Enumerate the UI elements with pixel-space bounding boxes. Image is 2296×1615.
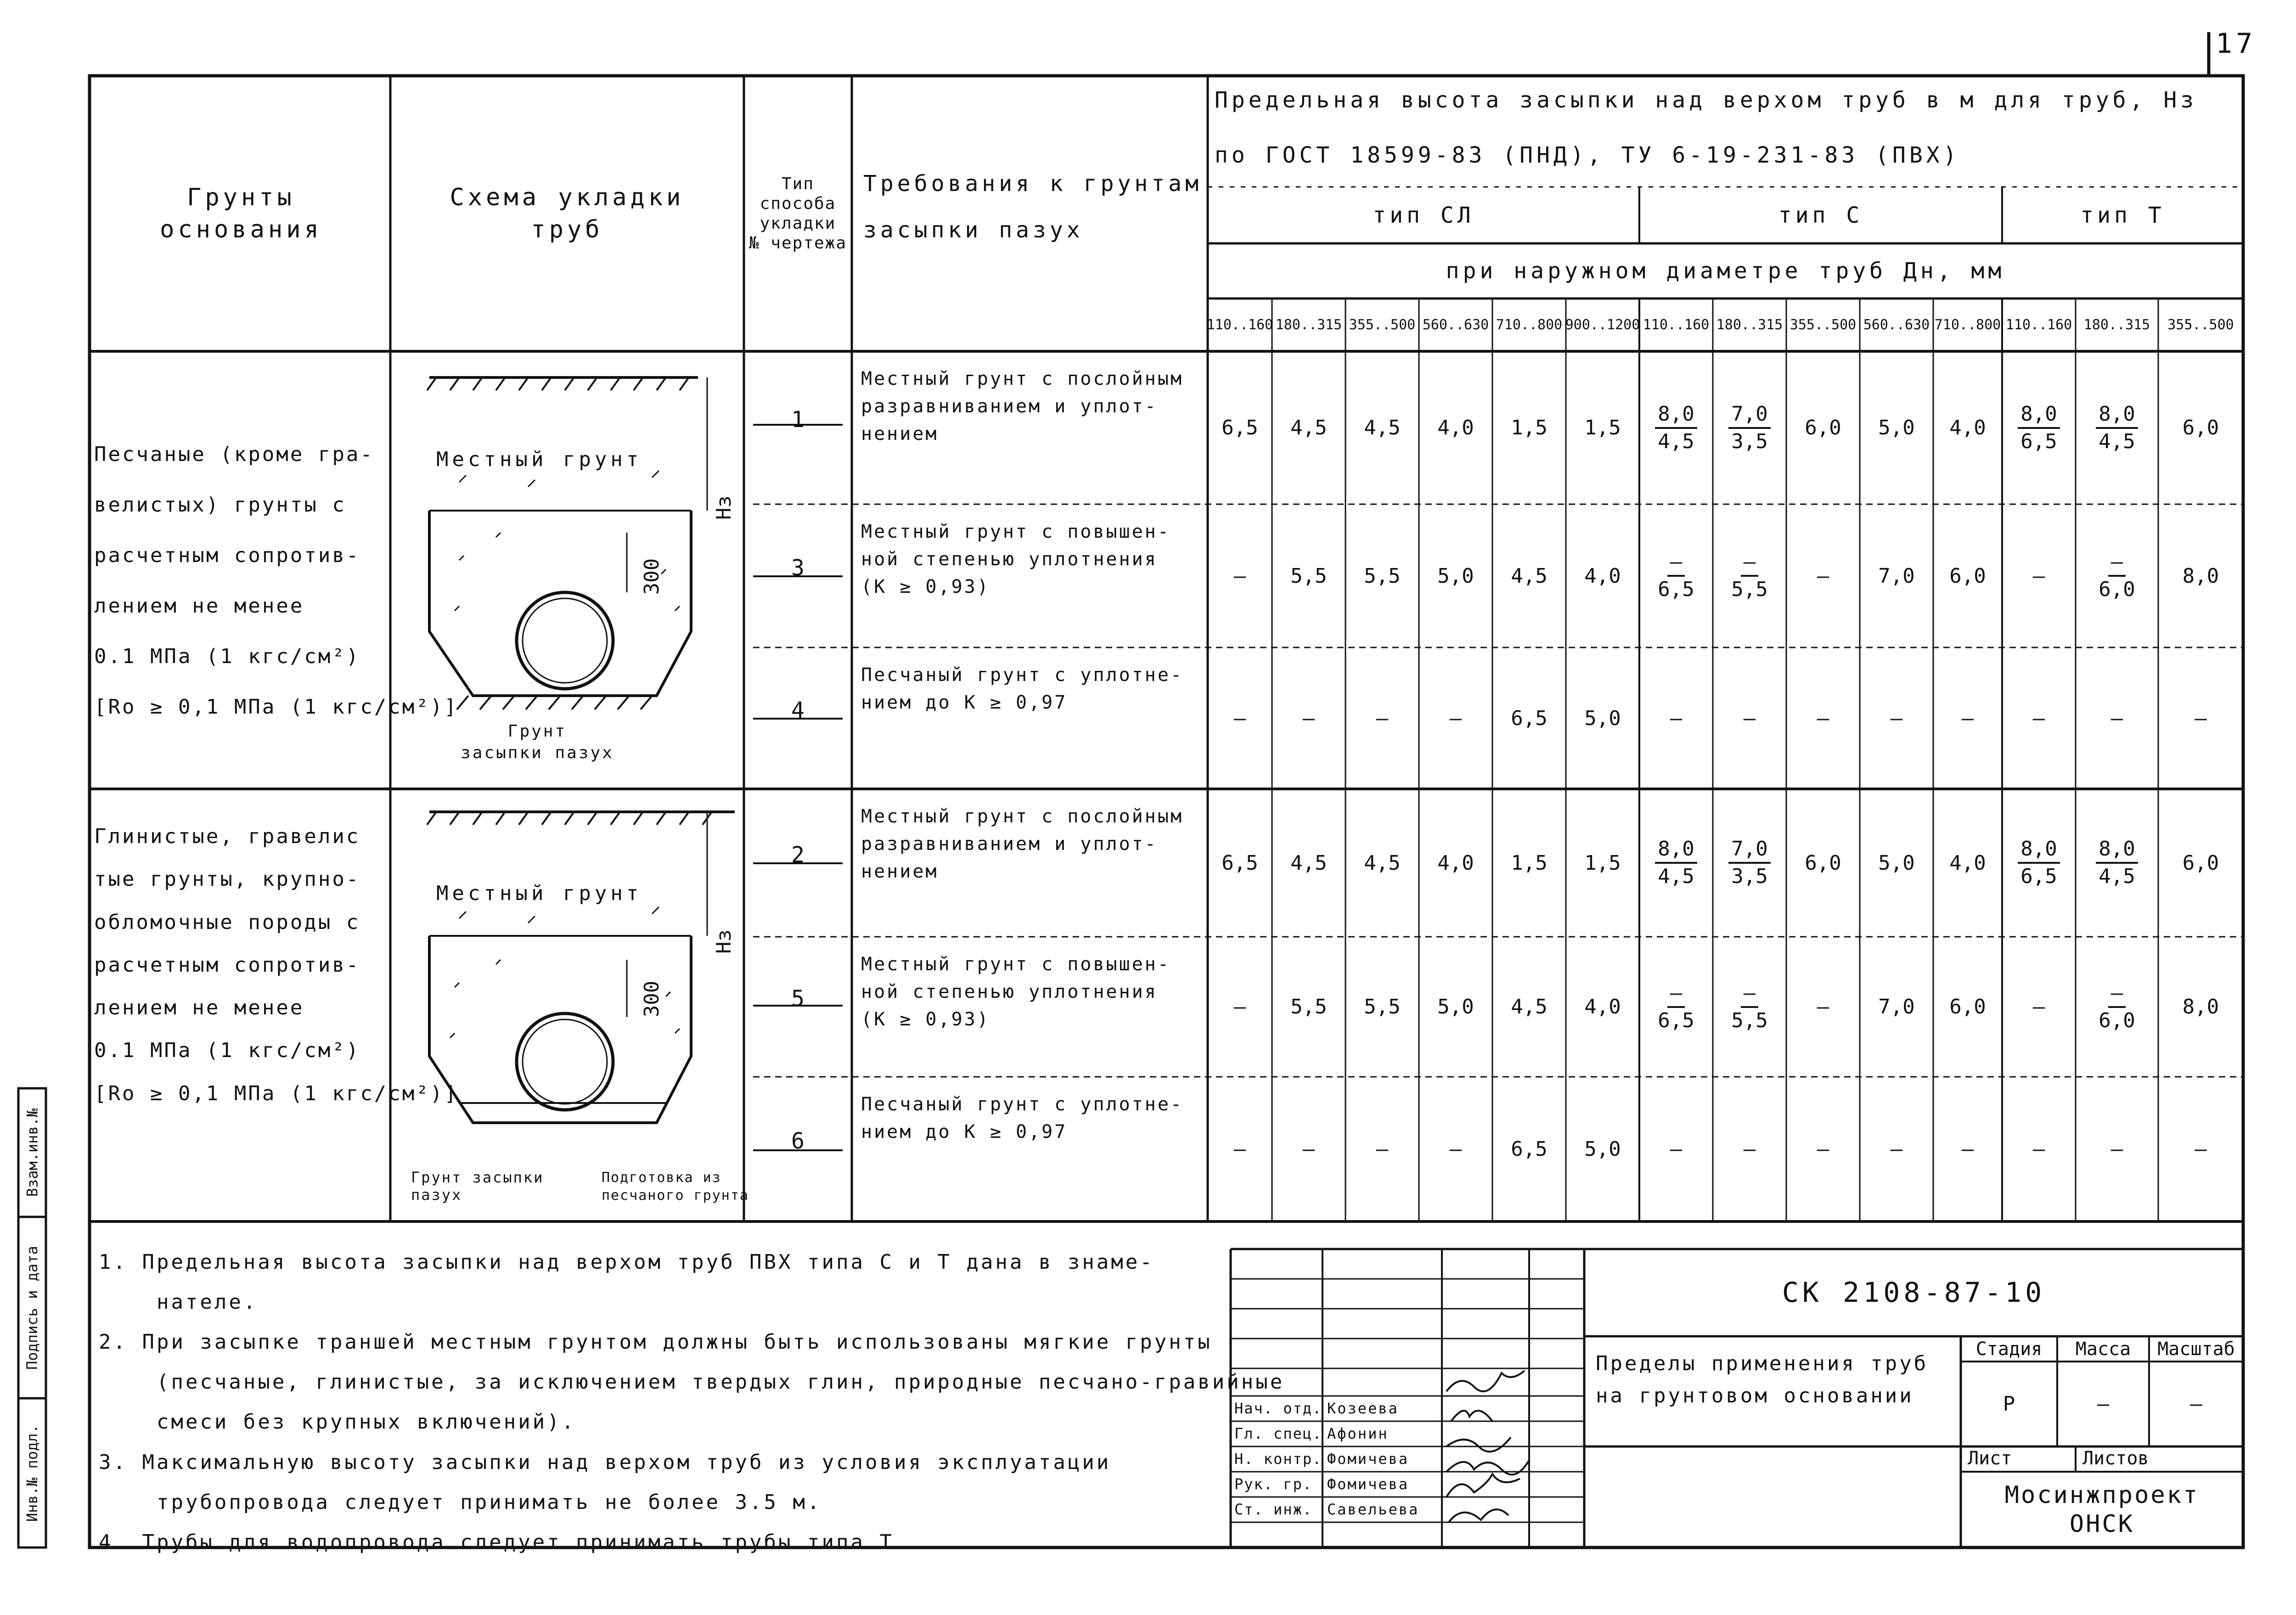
- height-value: 5,5: [1290, 564, 1327, 588]
- soil-requirement: Песчаный грунт с уплотне- нием до K ≥ 0,97: [861, 664, 1184, 713]
- header-height-title: Предельная высота засыпки над верхом труб в м для труб, Hз: [1215, 87, 2198, 113]
- scheme-2-local-soil: Местный грунт: [436, 882, 642, 905]
- scale-label: Масштаб: [2157, 1338, 2235, 1360]
- trench-scheme-1: [427, 377, 707, 709]
- height-value: 6,0: [2182, 851, 2219, 875]
- header-gost: по ГОСТ 18599-83 (ПНД), ТУ 6-19-231-83 (ПВХ): [1215, 142, 1960, 168]
- height-value: 4,0: [1949, 416, 1986, 439]
- diameter-cell: 180..315: [2083, 317, 2150, 333]
- height-value: 6,0: [2182, 416, 2219, 439]
- height-value: 5,0: [1584, 1137, 1621, 1161]
- height-value: 1,5: [1584, 851, 1621, 875]
- drawing-code: СК 2108-87-10: [1782, 1277, 2046, 1309]
- laying-type-number: 2: [791, 842, 805, 868]
- scale-value: —: [2190, 1392, 2202, 1416]
- laying-type-number: 1: [791, 407, 805, 433]
- scheme-2-fill: Грунт засыпки пазух: [411, 1169, 544, 1204]
- height-value: —: [1743, 1137, 1756, 1161]
- height-value: —: [1233, 1137, 1246, 1161]
- sheets-label: Листов: [2082, 1448, 2149, 1469]
- diameter-cell: 180..315: [1716, 317, 1783, 333]
- height-value: —: [1961, 706, 1974, 730]
- height-value: 4,5: [1290, 851, 1327, 875]
- scheme-1-dim: 300: [640, 558, 664, 595]
- scheme-1-local-soil: Местный грунт: [436, 448, 642, 471]
- signatory-name: Афонин: [1327, 1425, 1389, 1442]
- height-value: 5,5: [1364, 995, 1401, 1019]
- organization: Мосинжпроект ОНСК: [2004, 1481, 2200, 1538]
- height-value: —: [1376, 706, 1389, 730]
- stage-label: Стадия: [1975, 1338, 2043, 1360]
- height-value: —: [1670, 706, 1683, 730]
- mass-label: Масса: [2075, 1338, 2131, 1360]
- header-type-sl: тип СЛ: [1373, 202, 1474, 228]
- height-value: 6,5: [1221, 416, 1258, 439]
- diameter-cell: 355..500: [2167, 317, 2234, 333]
- diameter-cell: 900..1200: [1565, 317, 1640, 333]
- height-value: —: [1302, 706, 1315, 730]
- scheme-2-h: Hз: [712, 929, 736, 954]
- laying-type-number: 5: [791, 986, 805, 1012]
- height-value: 6,0: [1949, 564, 1986, 588]
- soil-requirement: Местный грунт с повышен- ной степенью уплотнения (K ≥ 0,93): [861, 954, 1171, 1030]
- header-type-s: тип С: [1778, 202, 1863, 228]
- height-value: $\frac{7,0}{3,5}$: [1713, 789, 1786, 937]
- height-value: 4,0: [1949, 851, 1986, 875]
- mass-value: —: [2097, 1392, 2110, 1416]
- height-value: 5,0: [1437, 564, 1474, 588]
- height-value: —: [1890, 1137, 1903, 1161]
- side-stamp-inventory: Инв.№ подл.: [23, 1424, 41, 1522]
- height-value: $\frac{7,0}{3,5}$: [1713, 351, 1786, 504]
- height-value: —: [1449, 1137, 1462, 1161]
- height-value: 5,0: [1878, 416, 1915, 439]
- signatory-role: Нач. отд.: [1234, 1400, 1322, 1417]
- height-value: —: [2110, 706, 2123, 730]
- drawing-title: Пределы применения труб на грунтовом основании: [1596, 1352, 1929, 1408]
- height-value: 5,0: [1584, 706, 1621, 730]
- height-value: —: [1890, 706, 1903, 730]
- height-value: 4,0: [1437, 851, 1474, 875]
- signature: [1451, 1411, 1492, 1421]
- signatory-name: Козеева: [1327, 1400, 1399, 1417]
- height-value: $\frac{8,0}{6,5}$: [2002, 789, 2076, 937]
- height-value: 4,0: [1584, 564, 1621, 588]
- height-value: 6,5: [1511, 706, 1548, 730]
- scheme-2-prep: Подготовка из песчаного грунта: [602, 1170, 749, 1204]
- laying-type-number: 6: [791, 1128, 805, 1154]
- soil-group-1: Песчаные (кроме гра- велистых) грунты с расчетным сопротив- лением не менее 0.1 МПа (1 кгс/см²) [Ro ≥ 0,1 МПа (1 кгс/см²)]: [94, 443, 458, 719]
- soil-requirement: Местный грунт с послойным разравниванием и уплот- нением: [861, 806, 1184, 882]
- height-value: —: [1233, 564, 1246, 588]
- height-value: —: [2032, 564, 2045, 588]
- height-value: $\frac{8,0}{4,5}$: [1639, 789, 1713, 937]
- signatory-name: Савельева: [1327, 1501, 1419, 1518]
- soil-requirement: Местный грунт с послойным разравниванием и уплот- нением: [861, 368, 1184, 445]
- scheme-2-dim: 300: [640, 980, 664, 1018]
- height-value: —: [2195, 1137, 2207, 1161]
- height-value: 5,0: [1878, 851, 1915, 875]
- height-value: $\frac{8,0}{4,5}$: [2076, 789, 2158, 937]
- height-value: —: [1233, 995, 1246, 1019]
- height-value: —: [1743, 706, 1756, 730]
- height-value: $\frac{—}{5,5}$: [1731, 550, 1768, 601]
- height-value: 4,5: [1290, 416, 1327, 439]
- sheet-label: Лист: [1968, 1448, 2012, 1469]
- height-value: —: [1376, 1137, 1389, 1161]
- header-soils: Грунты основания: [160, 183, 322, 243]
- height-value: —: [1449, 706, 1462, 730]
- height-value: 4,0: [1437, 416, 1474, 439]
- signatory-role: Гл. спец.: [1234, 1425, 1322, 1442]
- signature: [1446, 1474, 1520, 1497]
- scheme-1-fill: Грунт засыпки пазух: [461, 722, 614, 762]
- trench-scheme-2: [427, 812, 735, 1123]
- header-scheme: Схема укладки труб: [450, 183, 685, 243]
- notes: 1. Предельная высота засыпки над верхом труб ПВХ типа С и Т дана в знаме- нателе. 2. При засыпке траншей местным грунтом должны быть использованы мягкие грунты (песчаные, глинистые, за исключением твердых глин, природные песчано-гравийные смеси без крупных включений). 3. Максимальную высоту засыпки над верхом труб из условия эксплуатации трубопровода следует принимать не более 3.5 м. 4. Трубы для водопровода следует принимать трубы типа Т.: [99, 1250, 1285, 1554]
- height-value: 5,5: [1290, 995, 1327, 1019]
- signatory-name: Фомичева: [1327, 1450, 1409, 1468]
- laying-type-number: 3: [791, 555, 805, 581]
- laying-type-number: 4: [791, 697, 805, 723]
- height-value: $\frac{8,0}{6,5}$: [2002, 351, 2076, 504]
- diameter-cell: 110..160: [2005, 317, 2072, 333]
- soil-requirement: Местный грунт с повышен- ной степенью уплотнения (K ≥ 0,93): [861, 521, 1171, 597]
- height-value: 7,0: [1878, 995, 1915, 1019]
- height-value: —: [1233, 706, 1246, 730]
- header-laying-type: Тип способа укладки № чертежа: [748, 174, 847, 253]
- signature: [1449, 1509, 1508, 1522]
- height-value: —: [2032, 1137, 2045, 1161]
- height-value: 4,5: [1511, 995, 1548, 1019]
- height-value: 8,0: [2182, 564, 2219, 588]
- height-value: 5,5: [1364, 564, 1401, 588]
- height-value: 4,0: [1584, 995, 1621, 1019]
- height-value: —: [2195, 706, 2207, 730]
- soil-requirement: Песчаный грунт с уплотне- нием до K ≥ 0,97: [861, 1094, 1184, 1142]
- height-value: $\frac{—}{6,0}$: [2099, 550, 2135, 601]
- height-value: 1,5: [1511, 416, 1548, 439]
- height-value: $\frac{—}{6,5}$: [1658, 981, 1694, 1032]
- soil-group-2: Глинистые, гравелис тые грунты, крупно- обломочные породы с расчетным сопротив- лением не менее 0.1 МПа (1 кгс/см²) [Ro ≥ 0,1 МПа (1 кгс/см²)]: [94, 825, 458, 1105]
- diameter-cell: 110..160: [1206, 317, 1273, 333]
- height-value: 6,0: [1805, 416, 1841, 439]
- height-value: 4,5: [1364, 851, 1401, 875]
- height-value: $\frac{8,0}{4,5}$: [2076, 351, 2158, 504]
- signature: [1446, 1371, 1525, 1391]
- page-number: 17: [2216, 28, 2257, 60]
- header-requirements: Требования к грунтам засыпки пазух: [863, 171, 1202, 243]
- height-value: —: [2032, 706, 2045, 730]
- height-value: 7,0: [1878, 564, 1915, 588]
- height-value: —: [1817, 706, 1829, 730]
- signatory-role: Рук. гр.: [1234, 1475, 1313, 1493]
- signatory-role: Н. контр.: [1234, 1450, 1322, 1468]
- signature: [1446, 1437, 1511, 1452]
- height-value: $\frac{8,0}{4,5}$: [1639, 351, 1713, 504]
- height-value: 4,5: [1364, 416, 1401, 439]
- height-value: $\frac{—}{5,5}$: [1731, 981, 1768, 1032]
- height-value: 4,5: [1511, 564, 1548, 588]
- height-value: —: [1817, 995, 1829, 1019]
- height-value: —: [2110, 1137, 2123, 1161]
- side-stamp-signature: Подпись и дата: [23, 1245, 41, 1370]
- diameter-cell: 560..630: [1863, 317, 1930, 333]
- height-value: 6,5: [1221, 851, 1258, 875]
- side-stamp-replace: Взам.инв.№: [23, 1108, 41, 1197]
- height-value: 8,0: [2182, 995, 2219, 1019]
- height-value: —: [1817, 1137, 1829, 1161]
- header-type-t: тип Т: [2080, 202, 2165, 228]
- signatory-role: Ст. инж.: [1234, 1501, 1313, 1518]
- height-value: 1,5: [1584, 416, 1621, 439]
- height-value: —: [1670, 1137, 1683, 1161]
- height-value: —: [1961, 1137, 1974, 1161]
- scheme-1-h: Hз: [712, 495, 736, 520]
- height-value: 1,5: [1511, 851, 1548, 875]
- height-value: 5,0: [1437, 995, 1474, 1019]
- signature: [1446, 1460, 1529, 1474]
- header-diameter: при наружном диаметре труб Дн, мм: [1446, 258, 2005, 284]
- diameter-cell: 355..500: [1349, 317, 1416, 333]
- height-value: $\frac{—}{6,5}$: [1658, 550, 1694, 601]
- stage-value: Р: [2003, 1392, 2015, 1416]
- diameter-cell: 180..315: [1275, 317, 1342, 333]
- height-value: —: [1302, 1137, 1315, 1161]
- diameter-cell: 710..800: [1934, 317, 2001, 333]
- diameter-cell: 355..500: [1790, 317, 1857, 333]
- diameter-cell: 110..160: [1643, 317, 1710, 333]
- height-value: 6,0: [1949, 995, 1986, 1019]
- height-value: $\frac{—}{6,0}$: [2099, 981, 2135, 1032]
- height-value: 6,5: [1511, 1137, 1548, 1161]
- diameter-cell: 560..630: [1422, 317, 1489, 333]
- height-value: 6,0: [1805, 851, 1841, 875]
- diameter-cell: 710..800: [1496, 317, 1563, 333]
- height-value: —: [1817, 564, 1829, 588]
- signatory-name: Фомичева: [1327, 1475, 1409, 1493]
- height-value: —: [2032, 995, 2045, 1019]
